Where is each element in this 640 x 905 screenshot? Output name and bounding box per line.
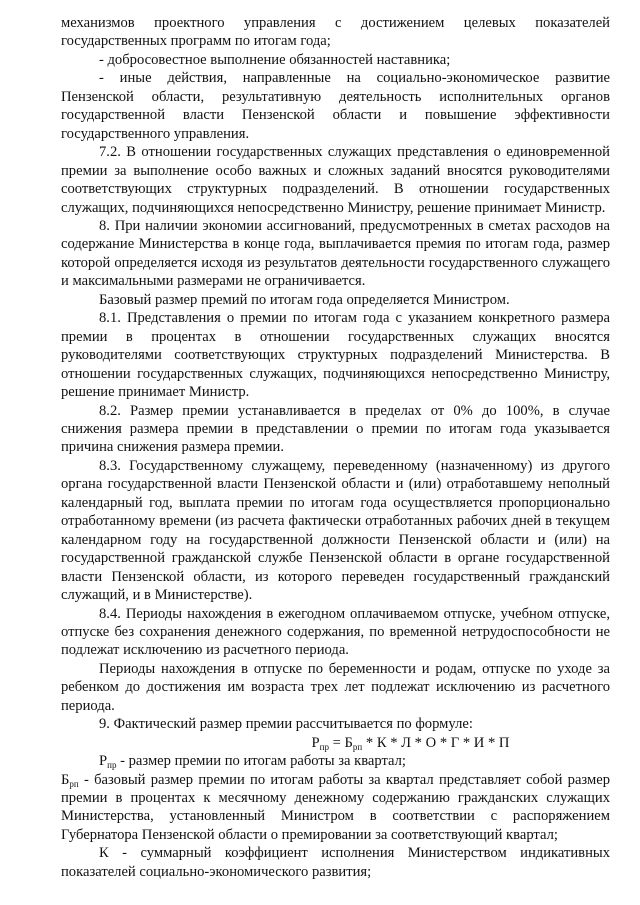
paragraph-8-4: 8.4. Периоды нахождения в ежегодном оплачиваемом отпуске, учебном отпуске, отпуске без сохранения денежного содержания, по временной нетрудоспособности не подлежат исключению из расчетного периода. [61, 605, 610, 659]
paragraph: Базовый размер премий по итогам года определяется Министром. [99, 291, 510, 308]
definition-p [61, 752, 610, 770]
formula-lhs-subscript: пр [319, 741, 329, 752]
formula-base-subscript: рп [352, 741, 363, 752]
symbol-subscript: пр [107, 760, 117, 771]
paragraph-7-2: 7.2. В отношении государственных служащих представления о единовременной премии за выполнение особо важных и сложных заданий вносятся руководителями соответствующих структурных подразделений. В отношении государственных служащих, подчиняющихся непосредственно Министру, решение принимает Министр. [61, 144, 610, 216]
paragraph: механизмов проектного управления с достижением целевых показателей государственных программ по итогам года; [61, 15, 610, 50]
symbol-subscript: рп [69, 778, 79, 789]
formula-rhs: * К * Л * О * Г * И * П [362, 734, 510, 751]
symbol: Р [99, 753, 108, 770]
formula-equals-base: = Б [328, 734, 353, 751]
paragraph: Периоды нахождения в отпуске по беременности и родам, отпуске по уходе за ребенком до достижения им возраста трех лет подлежат исключению из расчетного периода. [61, 660, 610, 714]
paragraph-8: 8. При наличии экономии ассигнований, предусмотренных в сметах расходов на содержание Министерства в конце года, выплачивается премия по итогам года, размер которой определяется исходя из результатов деятельности государственного служащего и максимальными размерами не ограничивается. [61, 217, 610, 290]
paragraph-8-2: 8.2. Размер премии устанавливается в пределах от 0% до 100%, в случае снижения размера премии в представлении о премии по итогам года указывается причина снижения размера премии. [61, 402, 610, 456]
definition-k: К - суммарный коэффициент исполнения Министерством индикативных показателей социально-экономического развития; [61, 845, 610, 880]
definition-text: - размер премии по итогам работы за квартал; [116, 753, 406, 770]
definition-b [61, 771, 610, 845]
paragraph-9: 9. Фактический размер премии рассчитывается по формуле: [99, 716, 473, 733]
definition-text: - базовый размер премии по итогам работы за квартал представляет собой размер премии в процентах к месячному денежному содержанию гражданских служащих Министерства, установленный Министром в соответствии с распоряжением Губернатора Пензенской области о премировании за соответствующий квартал; [61, 771, 610, 843]
formula-lhs: Р [311, 734, 320, 751]
premium-formula [61, 734, 610, 752]
symbol: Б [61, 771, 70, 788]
list-item: - добросовестное выполнение обязанностей наставника; [99, 51, 451, 68]
document-page [61, 14, 610, 881]
list-item: - иные действия, направленные на социально-экономическое развитие Пензенской области, результативную деятельность исполнительных органов государственной власти Пензенской области и повышение эффективности государственного управления. [61, 70, 610, 142]
paragraph-8-1: 8.1. Представления о премии по итогам года с указанием конкретного размера премии в процентах в отношении государственных служащих вносятся руководителями соответствующих структурных подразделений Министерства. В отношении государственных служащих, подчиняющихся непосредственно Министру, решение принимает Министр. [61, 310, 610, 401]
paragraph-8-3: 8.3. Государственному служащему, переведенному (назначенному) из другого органа государственной власти Пензенской области и (или) отработавшему неполный календарный год, выплата премии по итогам года осуществляется пропорционально отработанному времени (из расчета фактически отработанных рабочих дней в текущем календарном году на государственной должности Пензенской области и (или) на государственной гражданской службе Пензенской области в органе государственной власти Пензенской области, из которого переведен государственный гражданский служащий, и в Министерстве). [61, 457, 610, 604]
